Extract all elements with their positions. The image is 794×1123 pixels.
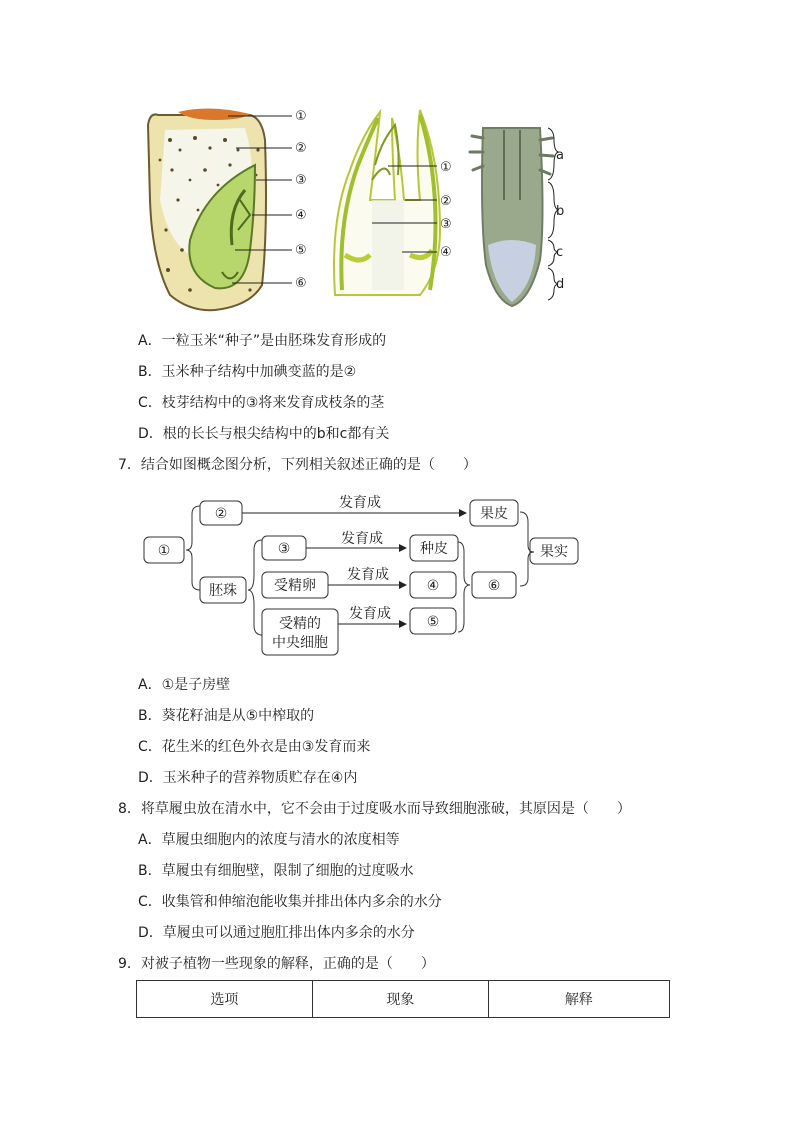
table-header-row — [137, 981, 670, 1018]
q7-option-b: B．葵花籽油是从⑤中榨取的 — [138, 708, 315, 724]
node-6: ⑥ — [487, 578, 501, 594]
node-1: ① — [157, 543, 171, 559]
arrow-label-3: 发育成 — [347, 567, 389, 583]
corn-label-6: ⑥ — [295, 276, 307, 291]
root-label-b: b — [556, 204, 565, 219]
node-pericarp: 果皮 — [480, 506, 508, 522]
arrow-label-1: 发育成 — [339, 495, 381, 511]
root-tip-figure — [470, 128, 564, 306]
q8-option-c: C．收集管和伸缩泡能收集并排出体内多余的水分 — [138, 894, 442, 910]
header-explanation: 解释 — [488, 981, 669, 1018]
branch-bud-figure — [334, 110, 452, 295]
q7-option-c: C．花生米的红色外衣是由③发育而来 — [138, 739, 371, 755]
q8-option-a: A．草履虫细胞内的浓度与清水的浓度相等 — [138, 832, 400, 848]
q9-stem: 9．对被子植物一些现象的解释，正确的是（ ） — [118, 956, 435, 972]
header-option: 选项 — [137, 981, 313, 1018]
bud-label-4: ④ — [440, 245, 452, 260]
node-central-cell-line2: 中央细胞 — [272, 635, 328, 651]
node-fertilized-egg: 受精卵 — [274, 578, 316, 594]
bud-label-3: ③ — [440, 217, 452, 232]
root-label-a: a — [556, 148, 564, 163]
arrow-label-2: 发育成 — [341, 531, 383, 547]
header-phenomenon: 现象 — [312, 981, 488, 1018]
q6-option-c: C．枝芽结构中的③将来发育成枝条的茎 — [138, 395, 385, 411]
node-2: ② — [214, 506, 228, 522]
corn-label-3: ③ — [295, 173, 307, 188]
corn-label-1: ① — [295, 109, 307, 124]
node-fruit: 果实 — [540, 544, 568, 560]
q6-option-d: D．根的长长与根尖结构中的b和c都有关 — [138, 426, 390, 442]
node-seed-coat: 种皮 — [420, 541, 448, 557]
corn-label-5: ⑤ — [295, 243, 307, 258]
root-label-c: c — [556, 245, 564, 260]
arrow-label-4: 发育成 — [349, 606, 391, 622]
q7-stem: 7．结合如图概念图分析，下列相关叙述正确的是（ ） — [118, 457, 477, 473]
root-label-d: d — [556, 277, 565, 292]
q8-stem: 8．将草履虫放在清水中，它不会由于过度吸水而导致细胞涨破，其原因是（ ） — [118, 801, 631, 817]
node-3: ③ — [277, 541, 291, 557]
corn-label-2: ② — [295, 141, 307, 156]
q8-option-b: B．草履虫有细胞壁，限制了细胞的过度吸水 — [138, 863, 414, 879]
node-central-cell-line1: 受精的 — [279, 616, 321, 632]
q7-option-d: D．玉米种子的营养物质贮存在④内 — [138, 770, 358, 786]
node-ovule: 胚珠 — [209, 583, 237, 599]
q6-option-b: B．玉米种子结构中加碘变蓝的是② — [138, 364, 357, 380]
figure-panel — [0, 0, 794, 320]
corn-label-4: ④ — [295, 208, 307, 223]
corn-seed-figure — [148, 108, 307, 310]
concept-map — [0, 480, 794, 670]
q9-table — [136, 980, 670, 1018]
node-5: ⑤ — [426, 614, 440, 630]
q7-option-a: A．①是子房壁 — [138, 677, 231, 693]
bud-label-2: ② — [440, 194, 452, 209]
node-4: ④ — [426, 578, 440, 594]
q8-option-d: D．草履虫可以通过胞肛排出体内多余的水分 — [138, 925, 415, 941]
q6-option-a: A．一粒玉米“种子”是由胚珠发育形成的 — [138, 333, 387, 349]
bud-label-1: ① — [440, 160, 452, 175]
